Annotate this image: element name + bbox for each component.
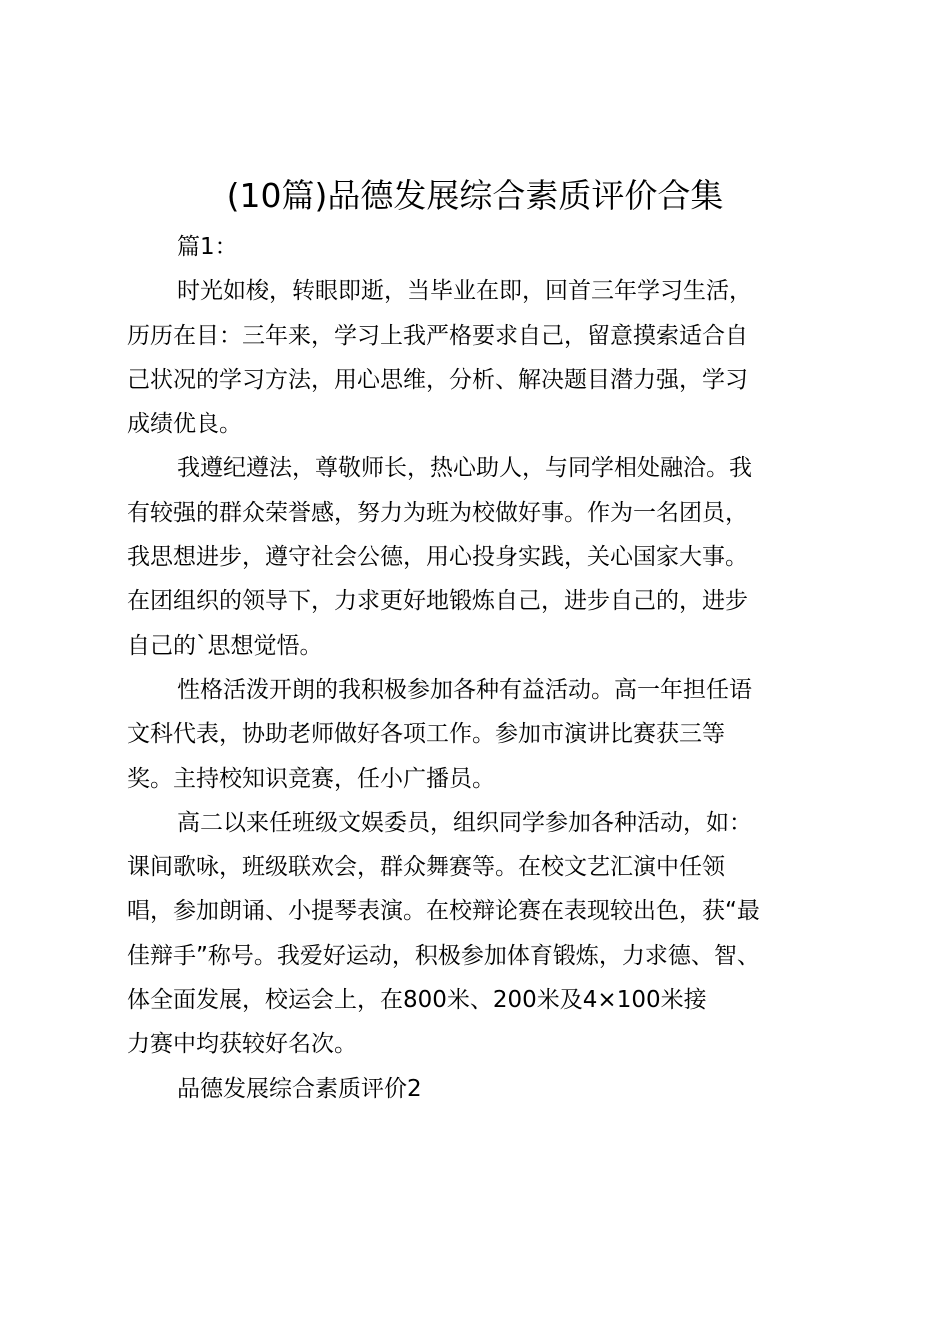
document-title: (10篇)品德发展综合素质评价合集 [226, 176, 724, 215]
section-label: 篇1： [177, 234, 238, 260]
document-body [127, 225, 847, 1111]
text-line: 在团组织的领导下，力求更好地锻炼自己，进步自己的，进步 [127, 588, 748, 615]
text-line: 性格活泼开朗的我积极参加各种有益活动。高一年担任语 [177, 676, 752, 703]
text-line: 成绩优良。 [127, 411, 242, 438]
text-line: 奖。主持校知识竞赛，任小广播员。 [127, 765, 495, 792]
text-line: 我遵纪遵法，尊敬师长，热心助人，与同学相处融洽。我 [177, 455, 752, 482]
text-line: 己状况的学习方法，用心思维，分析、解决题目潜力强，学习 [127, 366, 748, 393]
text-line: 课间歌咏，班级联欢会，群众舞赛等。在校文艺汇演中任领 [127, 854, 725, 881]
text-line: 自己的`思想觉悟。 [127, 632, 323, 659]
text-line: 时光如梭，转眼即逝，当毕业在即，回首三年学习生活， [177, 278, 752, 305]
text-line: 高二以来任班级文娱委员，组织同学参加各种活动，如： [177, 809, 752, 836]
text-line: 文科代表，协助老师做好各项工作。参加市演讲比赛获三等 [127, 721, 725, 748]
section-heading: 品德发展综合素质评价2 [177, 1075, 422, 1102]
text-line: 力赛中均获较好名次。 [127, 1031, 357, 1058]
text-line: 有较强的群众荣誉感，努力为班为校做好事。作为一名团员， [127, 499, 748, 526]
text-line: 历历在目：三年来，学习上我严格要求自己，留意摸索适合自 [127, 322, 748, 349]
text-line: 体全面发展，校运会上，在800米、200米及4×100米接 [127, 987, 707, 1014]
text-line: 佳辩手”称号。我爱好运动，积极参加体育锻炼，力求德、智、 [127, 942, 760, 969]
text-line: 唱，参加朗诵、小提琴表演。在校辩论赛在表现较出色，获“最 [127, 898, 760, 925]
text-line: 我思想进步，遵守社会公德，用心投身实践，关心国家大事。 [127, 544, 748, 571]
